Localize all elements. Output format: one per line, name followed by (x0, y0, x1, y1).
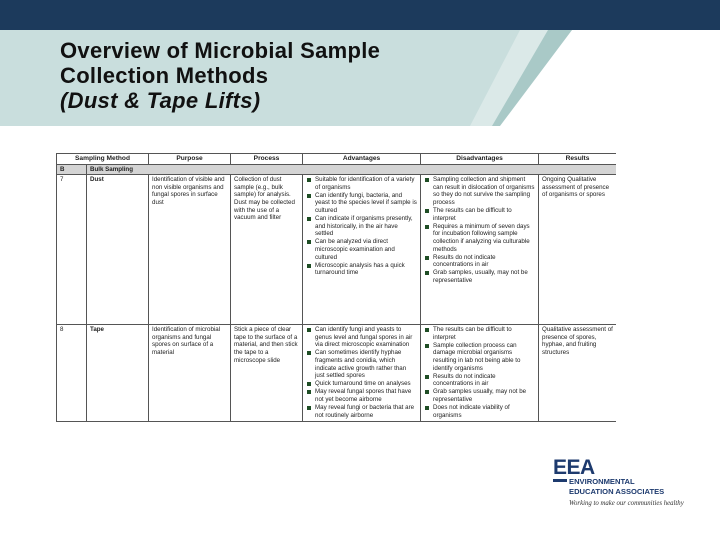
row-results: Qualitative assessment of presence of spores, hyphae, and fruiting structures (539, 325, 616, 422)
list-item: Can identify fungi, bacteria, and yeast to the species level if sample is cultured (315, 191, 417, 215)
list-item: Suitable for identification of a variety of organisms (315, 176, 417, 191)
slide-title-line-1: Overview of Microbial Sample (60, 38, 381, 63)
list-item: Microscopic analysis has a quick turnaround time (315, 262, 417, 277)
row-disadvantages (421, 175, 539, 325)
table-row (57, 325, 617, 422)
sampling-methods-table (56, 153, 616, 451)
list-item: Does not indicate viability of organisms (433, 404, 535, 419)
list-item: Sample collection process can damage microbial organisms resulting in lab not being able to identify organisms (433, 342, 535, 372)
section-band-label: Bulk Sampling (87, 164, 617, 175)
row-method: Tape (87, 325, 149, 422)
advantages-list (306, 176, 417, 277)
table-row (57, 175, 617, 325)
header-advantages: Advantages (303, 154, 421, 165)
list-item: Results do not indicate concentrations in air (433, 254, 535, 269)
list-item: May reveal fungal spores that have not yet become airborne (315, 388, 417, 403)
list-item: Sampling collection and shipment can result in dislocation of organisms so they do not survive the sampling process (433, 176, 535, 206)
list-item: Quick turnaround time on analyses (315, 380, 417, 388)
eea-logo-tagline: Working to make our communities healthy (569, 500, 684, 507)
row-purpose: Identification of visible and non visible organisms and fungal spores in surface dust (149, 175, 231, 325)
eea-logo-name-line-2: EDUCATION ASSOCIATES (569, 486, 665, 496)
section-band-row (57, 164, 617, 175)
header-disadvantages: Disadvantages (421, 154, 539, 165)
row-advantages (303, 325, 421, 422)
row-number: 8 (57, 325, 87, 422)
row-method: Dust (87, 175, 149, 325)
section-band-number: B (57, 164, 87, 175)
header-purpose: Purpose (149, 154, 231, 165)
list-item: Can identify fungi and yeasts to genus level and fungal spores in air via direct microscopic examination (315, 326, 417, 349)
row-process: Stick a piece of clear tape to the surface of a material, and then stick the tape to a microscope slide (231, 325, 303, 422)
header-results: Results (539, 154, 616, 165)
eea-logo-name-line-1: ENVIRONMENTAL (569, 477, 635, 486)
row-process: Collection of dust sample (e.g., bulk sample) for analysis. Dust may be collected with the use of a vacuum and filter (231, 175, 303, 325)
slide-title-line-3: (Dust & Tape Lifts) (60, 88, 261, 113)
eea-logo-name (569, 477, 664, 496)
disadvantages-list (424, 326, 535, 419)
row-purpose: Identification of microbial organisms and fungal spores on surface of a material (149, 325, 231, 422)
list-item: Can be analyzed via direct microscopic examination and cultured (315, 238, 417, 261)
list-item: The results can be difficult to interpret (433, 207, 535, 222)
list-item: Results do not indicate concentrations in air (433, 373, 535, 388)
list-item: Requires a minimum of seven days for incubation following sample collection if analyzing via culturable methods (433, 223, 535, 253)
row-results: Ongoing Qualitative assessment of presence of organisms or spores (539, 175, 616, 325)
row-number: 7 (57, 175, 87, 325)
eea-logo (553, 458, 703, 518)
row-advantages (303, 175, 421, 325)
row-disadvantages (421, 325, 539, 422)
table-header-row (57, 154, 617, 165)
list-item: Can sometimes identify hyphae fragments and conidia, which indicate active growth rather than just settled spores (315, 349, 417, 379)
slide-title (60, 38, 380, 113)
header-process: Process (231, 154, 303, 165)
list-item: Grab samples usually, may not be representative (433, 388, 535, 403)
banner-dark-band (0, 0, 720, 30)
list-item: The results can be difficult to interpret (433, 326, 535, 341)
eea-logo-mark: EEA (553, 456, 595, 479)
list-item: Can indicate if organisms presently, and historically, in the air have settled (315, 215, 417, 238)
list-item: Grab samples, usually, may not be representative (433, 269, 535, 284)
slide-title-line-2: Collection Methods (60, 63, 269, 88)
header-sampling-method: Sampling Method (57, 154, 149, 165)
list-item: May reveal fungi or bacteria that are not routinely airborne (315, 404, 417, 419)
disadvantages-list (424, 176, 535, 284)
eea-logo-bar (553, 479, 567, 482)
advantages-list (306, 326, 417, 419)
